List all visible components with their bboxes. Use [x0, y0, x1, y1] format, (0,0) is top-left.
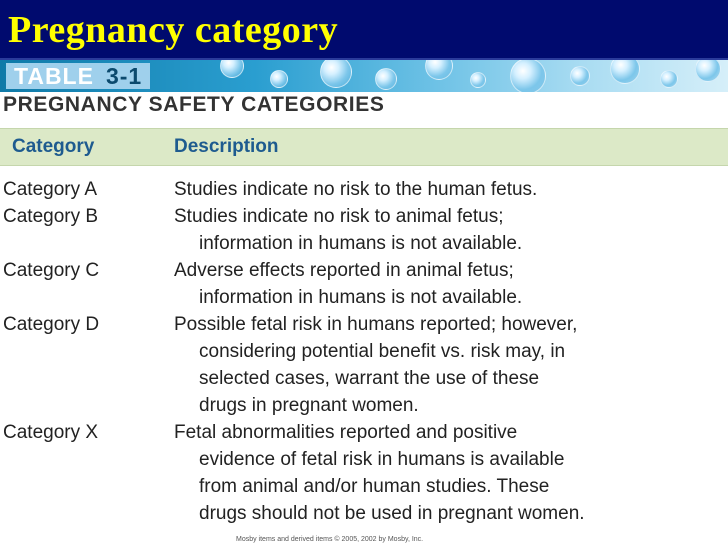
- table-number: 3-1: [105, 62, 143, 89]
- table-row: [0, 203, 728, 257]
- description-cell: [174, 203, 728, 257]
- description-cell: [174, 257, 728, 311]
- category-cell: Category A: [3, 179, 97, 200]
- description-line: from animal and/or human studies. These: [199, 476, 550, 497]
- table-label-tag: [6, 63, 150, 89]
- category-cell: Category B: [3, 206, 99, 227]
- table-label: TABLE: [14, 62, 94, 89]
- table-row: [0, 311, 728, 419]
- column-header-description: Description: [174, 136, 279, 157]
- description-line: Studies indicate no risk to the human fetus.: [174, 179, 538, 200]
- description-cell: [174, 419, 728, 527]
- column-header-category: Category: [12, 136, 95, 157]
- description-line: drugs in pregnant women.: [199, 395, 419, 416]
- description-line: Adverse effects reported in animal fetus;: [174, 260, 514, 281]
- description-line: information in humans is not available.: [199, 233, 523, 254]
- description-cell: [174, 311, 728, 419]
- table-row: [0, 176, 728, 203]
- description-line: evidence of fetal risk in humans is available: [199, 449, 565, 470]
- table-header-row: [0, 128, 728, 166]
- table-heading: PREGNANCY SAFETY CATEGORIES: [3, 93, 385, 116]
- category-cell: Category X: [3, 422, 99, 443]
- description-line: Fetal abnormalities reported and positive: [174, 422, 518, 443]
- table-body: [0, 176, 728, 527]
- table-row: [0, 257, 728, 311]
- description-line: selected cases, warrant the use of these: [199, 368, 540, 389]
- description-line: considering potential benefit vs. risk may, in: [199, 341, 566, 362]
- title-bar: [0, 0, 728, 60]
- category-cell: Category C: [3, 260, 100, 281]
- bubble-decoration: [200, 60, 728, 92]
- table-row: [0, 419, 728, 527]
- description-cell: [174, 176, 728, 203]
- description-line: drugs should not be used in pregnant women.: [199, 503, 585, 524]
- category-cell: Category D: [3, 314, 100, 335]
- table-banner: [0, 60, 728, 92]
- slide-title: Pregnancy category: [8, 9, 339, 51]
- description-line: Studies indicate no risk to animal fetus;: [174, 206, 504, 227]
- description-line: information in humans is not available.: [199, 287, 523, 308]
- copyright-footer: Mosby items and derived items © 2005, 2002 by Mosby, Inc.: [236, 536, 424, 543]
- description-line: Possible fetal risk in humans reported; however,: [174, 314, 578, 335]
